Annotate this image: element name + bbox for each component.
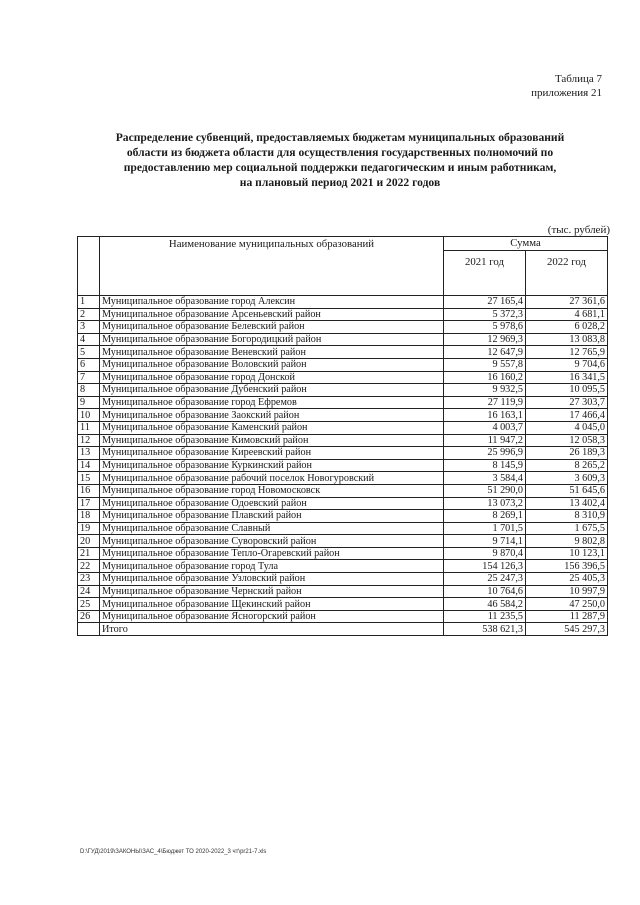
row-2022-value-cell: 13 083,8 [526, 333, 608, 346]
row-number-cell: 26 [78, 610, 100, 623]
table-row [78, 409, 608, 422]
table-row [78, 484, 608, 497]
row-number-cell: 23 [78, 573, 100, 586]
row-number-cell: 11 [78, 421, 100, 434]
total-row [78, 623, 608, 636]
table-row [78, 333, 608, 346]
row-2022-value-cell: 4 045,0 [526, 421, 608, 434]
table-row [78, 421, 608, 434]
table-number: Таблица 7 [554, 73, 602, 85]
row-2021-value-cell: 25 996,9 [444, 447, 526, 460]
row-name-cell: Муниципальное образование Чернский район [100, 585, 444, 598]
table-row [78, 522, 608, 535]
row-number-cell: 22 [78, 560, 100, 573]
title-line: на плановый период 2021 и 2022 годов [239, 176, 441, 189]
row-2021-value-cell: 10 764,6 [444, 585, 526, 598]
units-label: (тыс. рублей) [547, 224, 610, 236]
row-2022-value-cell: 25 405,3 [526, 573, 608, 586]
row-2021-value-cell: 9 932,5 [444, 384, 526, 397]
row-name-cell: Муниципальное образование Плавский район [100, 510, 444, 523]
header-name-cell: Наименование муниципальных образований [100, 237, 444, 296]
row-number-cell [78, 623, 100, 636]
row-name-cell: Муниципальное образование Ясногорский район [100, 610, 444, 623]
row-2021-value-cell: 8 269,1 [444, 510, 526, 523]
row-name-cell: Муниципальное образование Белевский район [100, 321, 444, 334]
row-2022-value-cell: 17 466,4 [526, 409, 608, 422]
row-name-cell: Муниципальное образование рабочий поселок Новогуровский [100, 472, 444, 485]
row-2022-value-cell: 27 303,7 [526, 396, 608, 409]
row-2022-value-cell: 13 402,4 [526, 497, 608, 510]
table-row [78, 371, 608, 384]
row-number-cell: 7 [78, 371, 100, 384]
row-2021-value-cell: 27 119,9 [444, 396, 526, 409]
row-2021-value-cell: 8 145,9 [444, 459, 526, 472]
header-sum-cell: Сумма [444, 237, 608, 251]
row-number-cell: 24 [78, 585, 100, 598]
row-2022-value-cell: 9 802,8 [526, 535, 608, 548]
row-2021-value-cell: 1 701,5 [444, 522, 526, 535]
row-number-cell: 19 [78, 522, 100, 535]
row-2021-value-cell: 16 163,1 [444, 409, 526, 422]
row-name-cell: Муниципальное образование Каменский район [100, 421, 444, 434]
table-row [78, 308, 608, 321]
row-2022-value-cell: 12 765,9 [526, 346, 608, 359]
row-2021-value-cell: 9 870,4 [444, 547, 526, 560]
row-name-cell: Муниципальное образование Одоевский район [100, 497, 444, 510]
row-name-cell: Итого [100, 623, 444, 636]
header-2021-cell: 2021 год [444, 251, 526, 296]
table-row [78, 321, 608, 334]
row-name-cell: Муниципальное образование Куркинский район [100, 459, 444, 472]
row-number-cell: 4 [78, 333, 100, 346]
row-2022-value-cell: 3 609,3 [526, 472, 608, 485]
row-2021-value-cell: 5 372,3 [444, 308, 526, 321]
table-row [78, 585, 608, 598]
row-2022-value-cell: 12 058,3 [526, 434, 608, 447]
file-path-footer: D:\ГУД\2019\ЗАКОНЫ\ЗАС_4\Бюджет ТО 2020-2022_3 чт\pr21-7.xls [80, 849, 267, 855]
table-row [78, 510, 608, 523]
row-2022-value-cell: 8 310,9 [526, 510, 608, 523]
row-2021-value-cell: 3 584,4 [444, 472, 526, 485]
table-row [78, 497, 608, 510]
row-number-cell: 13 [78, 447, 100, 460]
row-number-cell: 12 [78, 434, 100, 447]
row-number-cell: 1 [78, 296, 100, 309]
row-2021-value-cell: 25 247,3 [444, 573, 526, 586]
row-name-cell: Муниципальное образование Богородицкий район [100, 333, 444, 346]
row-number-cell: 6 [78, 358, 100, 371]
table-reference [531, 72, 602, 100]
row-name-cell: Муниципальное образование город Тула [100, 560, 444, 573]
table-header-row [78, 237, 608, 251]
row-2022-value-cell: 51 645,6 [526, 484, 608, 497]
row-2021-value-cell: 16 160,2 [444, 371, 526, 384]
row-2022-value-cell: 10 997,9 [526, 585, 608, 598]
row-number-cell: 25 [78, 598, 100, 611]
row-2021-value-cell: 154 126,3 [444, 560, 526, 573]
row-number-cell: 5 [78, 346, 100, 359]
row-2021-value-cell: 11 235,5 [444, 610, 526, 623]
table-row [78, 610, 608, 623]
row-2022-value-cell: 11 287,9 [526, 610, 608, 623]
row-number-cell: 17 [78, 497, 100, 510]
table-row [78, 434, 608, 447]
row-2021-value-cell: 9 557,8 [444, 358, 526, 371]
row-2022-value-cell: 4 681,1 [526, 308, 608, 321]
row-2021-value-cell: 12 647,9 [444, 346, 526, 359]
row-2022-value-cell: 1 675,5 [526, 522, 608, 535]
row-name-cell: Муниципальное образование Кимовский район [100, 434, 444, 447]
row-2021-value-cell: 27 165,4 [444, 296, 526, 309]
row-number-cell: 18 [78, 510, 100, 523]
row-name-cell: Муниципальное образование город Донской [100, 371, 444, 384]
row-2022-value-cell: 6 028,2 [526, 321, 608, 334]
row-2022-value-cell: 156 396,5 [526, 560, 608, 573]
row-name-cell: Муниципальное образование Дубенский район [100, 384, 444, 397]
row-name-cell: Муниципальное образование город Новомосковск [100, 484, 444, 497]
row-name-cell: Муниципальное образование город Ефремов [100, 396, 444, 409]
appendix-number: приложения 21 [531, 87, 602, 99]
header-2022-cell: 2022 год [526, 251, 608, 296]
row-name-cell: Муниципальное образование Киреевский район [100, 447, 444, 460]
row-number-cell: 14 [78, 459, 100, 472]
table-row [78, 535, 608, 548]
row-name-cell: Муниципальное образование город Алексин [100, 296, 444, 309]
row-name-cell: Муниципальное образование Заокский район [100, 409, 444, 422]
row-name-cell: Муниципальное образование Арсеньевский район [100, 308, 444, 321]
title-line: Распределение субвенций, предоставляемых бюджетам муниципальных образований [115, 131, 565, 144]
row-2021-value-cell: 5 978,6 [444, 321, 526, 334]
row-2021-value-cell: 51 290,0 [444, 484, 526, 497]
row-number-cell: 21 [78, 547, 100, 560]
row-2021-value-cell: 11 947,2 [444, 434, 526, 447]
row-2021-value-cell: 4 003,7 [444, 421, 526, 434]
table-row [78, 459, 608, 472]
table-row [78, 560, 608, 573]
table-row [78, 358, 608, 371]
row-2021-value-cell: 46 584,2 [444, 598, 526, 611]
row-2021-value-cell: 12 969,3 [444, 333, 526, 346]
title-line: предоставлению мер социальной поддержки педагогическим и иным работникам, [123, 161, 557, 174]
header-number-cell [78, 237, 100, 296]
row-number-cell: 20 [78, 535, 100, 548]
table-row [78, 547, 608, 560]
title-line: области из бюджета области для осуществления государственных полномочий по [126, 146, 554, 159]
row-2022-value-cell: 8 265,2 [526, 459, 608, 472]
row-2021-value-cell: 9 714,1 [444, 535, 526, 548]
row-2022-value-cell: 10 095,5 [526, 384, 608, 397]
row-number-cell: 2 [78, 308, 100, 321]
row-name-cell: Муниципальное образование Щекинский район [100, 598, 444, 611]
row-2022-value-cell: 27 361,6 [526, 296, 608, 309]
row-2022-value-cell: 9 704,6 [526, 358, 608, 371]
row-2022-value-cell: 16 341,5 [526, 371, 608, 384]
row-2021-value-cell: 13 073,2 [444, 497, 526, 510]
table-row [78, 573, 608, 586]
row-2021-value-cell: 538 621,3 [444, 623, 526, 636]
table-row [78, 396, 608, 409]
table-row [78, 384, 608, 397]
row-2022-value-cell: 47 250,0 [526, 598, 608, 611]
row-number-cell: 10 [78, 409, 100, 422]
table-row [78, 598, 608, 611]
row-number-cell: 8 [78, 384, 100, 397]
table-row [78, 472, 608, 485]
document-title [70, 130, 610, 190]
row-name-cell: Муниципальное образование Суворовский район [100, 535, 444, 548]
table-row [78, 346, 608, 359]
row-number-cell: 16 [78, 484, 100, 497]
row-2022-value-cell: 10 123,1 [526, 547, 608, 560]
row-name-cell: Муниципальное образование Тепло-Огаревский район [100, 547, 444, 560]
row-name-cell: Муниципальное образование Воловский район [100, 358, 444, 371]
row-number-cell: 15 [78, 472, 100, 485]
row-2022-value-cell: 545 297,3 [526, 623, 608, 636]
subsidy-table [77, 236, 608, 636]
row-name-cell: Муниципальное образование Узловский район [100, 573, 444, 586]
row-name-cell: Муниципальное образование Веневский район [100, 346, 444, 359]
row-number-cell: 3 [78, 321, 100, 334]
row-number-cell: 9 [78, 396, 100, 409]
table-row [78, 296, 608, 309]
row-name-cell: Муниципальное образование Славный [100, 522, 444, 535]
table-row [78, 447, 608, 460]
row-2022-value-cell: 26 189,3 [526, 447, 608, 460]
